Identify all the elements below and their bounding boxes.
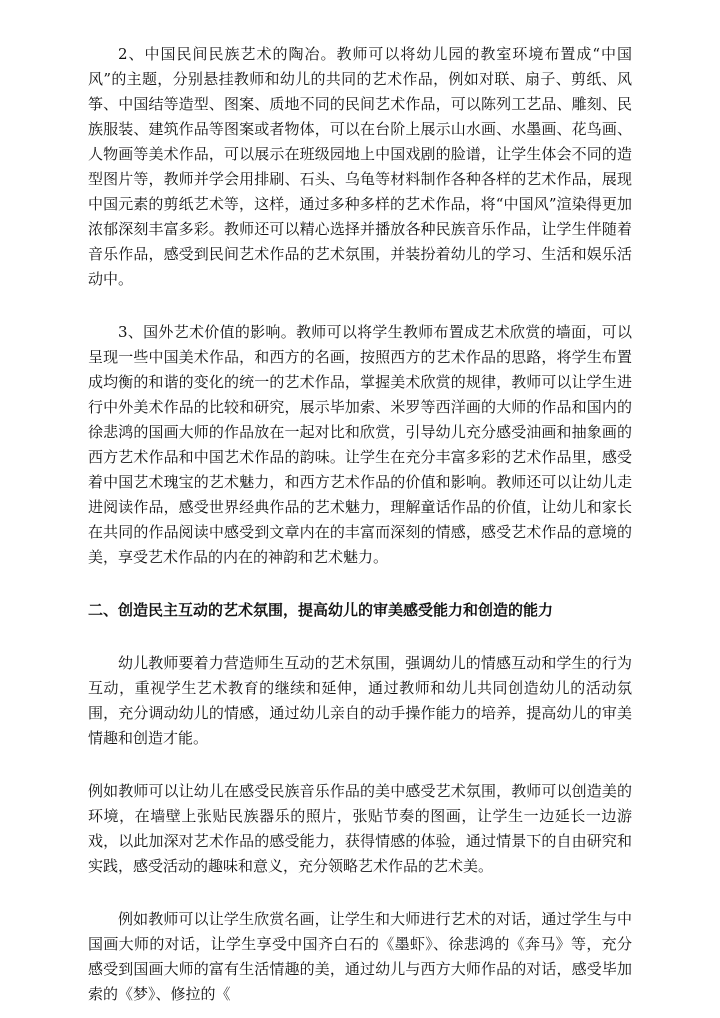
section-heading: 二、创造民主互动的艺术氛围，提高幼儿的审美感受能力和创造的能力 bbox=[88, 601, 554, 619]
paragraph-interactive-atmosphere: 幼儿教师要着力营造师生互动的艺术氛围，强调幼儿的情感互动和学生的行为互动，重视学生艺术教育的继续和延伸，通过教师和幼儿共同创造幼儿的活动氛围，充分调动幼儿的情感，通过幼儿亲自的动手操作能力的培养，提高幼儿的审美情趣和创造才能。 bbox=[88, 654, 632, 747]
paragraph-folk-music-example: 例如教师可以让幼儿在感受民族音乐作品的美中感受艺术氛围，教师可以创造美的环境，在墙壁上张贴民族器乐的照片，张贴节奏的图画，让学生一边延长一边游戏，以此加深对艺术作品的感受能力，获得情感的体验，通过情景下的自由研究和实践，感受活动的趣味和意义，充分领略艺术作品的艺术美。 bbox=[88, 782, 632, 875]
paragraph-foreign-art-value: 3、国外艺术价值的影响。教师可以将学生教师布置成艺术欣赏的墙面，可以呈现一些中国美术作品，和西方的名画，按照西方的艺术作品的思路，将学生布置成均衡的和谐的变化的统一的艺术作品，掌握美术欣赏的规律，教师可以让学生进行中外美术作品的比较和研究，展示毕加索、米罗等西洋画的大师的作品和国内的徐悲鸿的国画大师的作品放在一起对比和欣赏，引导幼儿充分感受油画和抽象画的西方艺术作品和中国艺术作品的韵味。让学生在充分丰富多彩的艺术作品里，感受着中国艺术瑰宝的艺术魅力，和西方艺术作品的价值和影响。教师还可以让幼儿走进阅读作品，感受世界经典作品的艺术魅力，理解童话作品的价值，让幼儿和家长在共同的作品阅读中感受到文章内在的丰富而深刻的情感，感受艺术作品的意境的美，享受艺术作品的内在的神韵和艺术魅力。 bbox=[88, 323, 632, 566]
paragraph-chinese-folk-art: 2、中国民间民族艺术的陶冶。教师可以将幼儿园的教室环境布置成“中国风”的主题，分别悬挂教师和幼儿的共同的艺术作品，例如对联、扇子、剪纸、风筝、中国结等造型、图案、质地不同的民间艺术作品，可以陈列工艺品、雕刻、民族服装、建筑作品等图案或者物体，可以在台阶上展示山水画、水墨画、花鸟画、人物画等美术作品，可以展示在班级园地上中国戏剧的脸谱，让学生体会不同的造型图片等，教师并学会用排刷、石头、乌龟等材料制作各种各样的艺术作品，展现中国元素的剪纸艺术等，这样，通过多种多样的艺术作品，将“中国风”渲染得更加浓郁深刻丰富多彩。教师还可以精心选择并播放各种民族音乐作品，让学生伴随着音乐作品，感受到民间艺术作品的艺术氛围，并装扮着幼儿的学习、生活和娱乐活动中。 bbox=[88, 45, 632, 288]
paragraph-famous-paintings-example: 例如教师可以让学生欣赏名画，让学生和大师进行艺术的对话，通过学生与中国画大师的对话，让学生享受中国齐白石的《墨虾》、徐悲鸿的《奔马》等，充分感受到国画大师的富有生活情趣的美，通过幼儿与西方大师作品的对话，感受毕加索的《梦》、修拉的《 bbox=[88, 910, 632, 1003]
